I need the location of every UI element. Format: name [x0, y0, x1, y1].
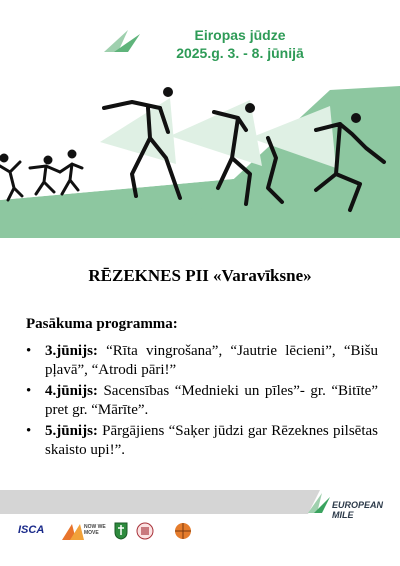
program-item	[26, 382, 378, 420]
european-mile-footer-logo-icon	[308, 493, 330, 513]
runners-banner-image	[0, 78, 400, 238]
organization-title: RĒZEKNES PII «Varavīksne»	[88, 266, 312, 285]
program-text: Sacensības “Mednieki un pīles”- gr. “Bitīte” pret gr. “Mārīte”.	[45, 383, 378, 418]
sponsor-logos	[18, 522, 198, 550]
basketball-logo-icon	[174, 522, 192, 540]
program-text: Pārgājiens “Saķer jūdzi gar Rēzeknes pilsētas skaisto upi!”.	[45, 423, 378, 458]
european-mile-logo-icon	[104, 30, 140, 52]
program-heading: Pasākuma programma:	[26, 316, 178, 332]
program-text: “Rīta vingrošana”, “Jautrie lēcieni”, “Bišu pļavā”, “Atrodi pāri!”	[45, 343, 378, 378]
event-dates: 2025.g. 3. - 8. jūnijā	[176, 45, 304, 61]
bullet: •	[26, 343, 32, 359]
rezekne-coat-of-arms-icon	[114, 522, 128, 540]
program-date: 3.jūnijs:	[45, 343, 98, 359]
event-name: Eiropas jūdze	[194, 27, 286, 43]
isca-logo: ISCA	[18, 524, 45, 536]
bullet: •	[26, 383, 32, 399]
program-item	[26, 422, 378, 460]
program-date: 4.jūnijs:	[45, 383, 98, 399]
program-date: 5.jūnijs:	[45, 423, 98, 439]
european-mile-brand: EUROPEAN MILE	[332, 500, 384, 520]
event-title	[150, 26, 330, 62]
bullet: •	[26, 423, 32, 439]
program-item	[26, 342, 378, 380]
program-list	[26, 342, 378, 462]
latvia-emblem-icon	[136, 522, 154, 540]
now-we-move-text: NOW WE MOVE	[84, 524, 106, 536]
